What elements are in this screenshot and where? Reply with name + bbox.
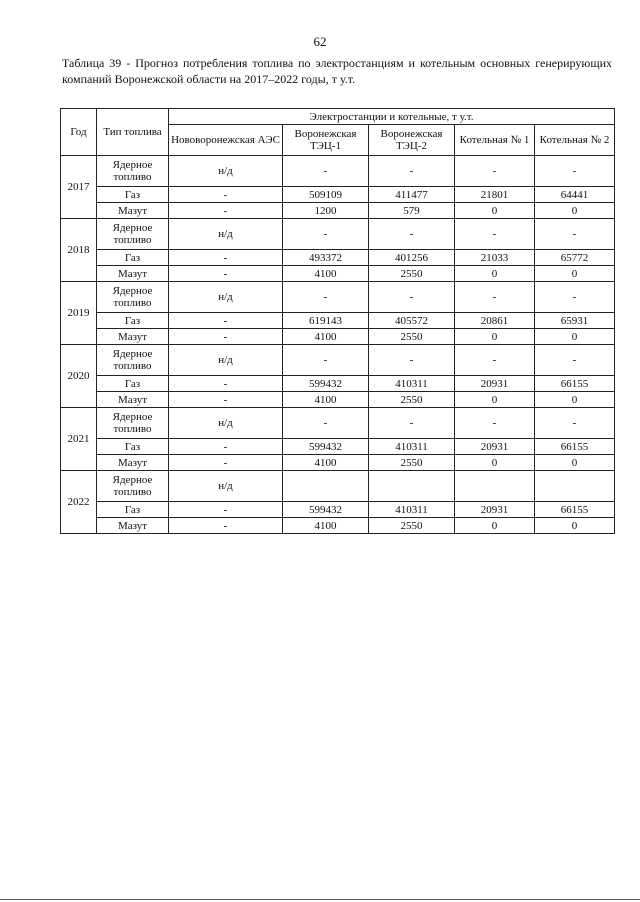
value-cell-boiler-1: 0 [455,266,535,282]
value-cell-boiler-2: - [535,282,615,313]
value-cell-tec-2: 405572 [369,313,455,329]
value-cell-tec-2: 579 [369,203,455,219]
value-cell-boiler-2: 0 [535,455,615,471]
fuel-type-cell-fuel-oil: Мазут [97,518,169,534]
value-cell-novovoronezh-npp: н/д [169,345,283,376]
value-cell-boiler-1: 20931 [455,502,535,518]
value-cell-tec-1: 599432 [283,439,369,455]
value-cell-tec-1: 4100 [283,518,369,534]
value-cell-tec-2: 2550 [369,392,455,408]
value-cell-tec-2: 411477 [369,187,455,203]
value-cell-novovoronezh-npp: - [169,518,283,534]
value-cell-tec-2: - [369,219,455,250]
value-cell-tec-1: - [283,219,369,250]
value-cell-boiler-2 [535,471,615,502]
value-cell-boiler-1: 0 [455,455,535,471]
value-cell-novovoronezh-npp: - [169,455,283,471]
value-cell-novovoronezh-npp: - [169,313,283,329]
value-cell-boiler-2: - [535,408,615,439]
header-plant-boiler-1: Котельная № 1 [455,125,535,156]
value-cell-boiler-2: 65772 [535,250,615,266]
value-cell-novovoronezh-npp: - [169,187,283,203]
fuel-type-cell-nuclear: Ядерное топливо [97,282,169,313]
value-cell-novovoronezh-npp: - [169,250,283,266]
table-row [61,219,615,250]
value-cell-tec-2: 410311 [369,376,455,392]
value-cell-novovoronezh-npp: - [169,329,283,345]
header-year: Год [61,109,97,156]
table-row [61,376,615,392]
value-cell-tec-1: 619143 [283,313,369,329]
value-cell-novovoronezh-npp: - [169,376,283,392]
value-cell-boiler-2: 64441 [535,187,615,203]
value-cell-boiler-1: - [455,408,535,439]
fuel-type-cell-fuel-oil: Мазут [97,266,169,282]
value-cell-boiler-1: 0 [455,203,535,219]
value-cell-boiler-1: 0 [455,518,535,534]
table-row [61,329,615,345]
value-cell-tec-1 [283,471,369,502]
table-row [61,345,615,376]
table-body [61,156,615,534]
fuel-type-cell-nuclear: Ядерное топливо [97,219,169,250]
table-caption: Таблица 39 - Прогноз потребления топлива по электростанциям и котельным основных генерирующих компаний Воронежской области на 2017–2022 годы, т у.т. [62,56,612,86]
value-cell-tec-1: 599432 [283,376,369,392]
value-cell-boiler-1: 20861 [455,313,535,329]
value-cell-tec-1: - [283,156,369,187]
table-row [61,471,615,502]
value-cell-tec-1: 493372 [283,250,369,266]
value-cell-boiler-1: - [455,219,535,250]
table-row [61,408,615,439]
fuel-type-cell-fuel-oil: Мазут [97,203,169,219]
fuel-type-cell-fuel-oil: Мазут [97,329,169,345]
value-cell-tec-2: 2550 [369,518,455,534]
value-cell-boiler-1: - [455,156,535,187]
value-cell-boiler-1: 21801 [455,187,535,203]
year-cell: 2017 [61,156,97,219]
fuel-type-cell-fuel-oil: Мазут [97,455,169,471]
fuel-type-cell-gas: Газ [97,439,169,455]
fuel-type-cell-fuel-oil: Мазут [97,392,169,408]
fuel-type-cell-nuclear: Ядерное топливо [97,345,169,376]
year-cell: 2021 [61,408,97,471]
value-cell-tec-1: - [283,408,369,439]
value-cell-boiler-2: 66155 [535,502,615,518]
value-cell-tec-1: 4100 [283,266,369,282]
value-cell-boiler-1: 0 [455,392,535,408]
value-cell-tec-1: 4100 [283,455,369,471]
table-row [61,282,615,313]
table-row [61,439,615,455]
table-row [61,187,615,203]
value-cell-novovoronezh-npp: н/д [169,219,283,250]
value-cell-tec-1: 4100 [283,329,369,345]
header-plant-novovoronezh-npp: Нововоронежская АЭС [169,125,283,156]
value-cell-boiler-1: 21033 [455,250,535,266]
value-cell-boiler-1: - [455,345,535,376]
value-cell-boiler-2: 0 [535,266,615,282]
value-cell-novovoronezh-npp: н/д [169,156,283,187]
table-row [61,392,615,408]
table-row [61,518,615,534]
value-cell-tec-2: - [369,345,455,376]
fuel-type-cell-gas: Газ [97,502,169,518]
value-cell-boiler-1: 20931 [455,439,535,455]
value-cell-tec-2: 2550 [369,455,455,471]
value-cell-boiler-1 [455,471,535,502]
value-cell-tec-2: 2550 [369,329,455,345]
table-row [61,250,615,266]
page-number: 62 [313,34,327,49]
table-row [61,266,615,282]
value-cell-novovoronezh-npp: - [169,502,283,518]
value-cell-novovoronezh-npp: н/д [169,471,283,502]
year-cell: 2018 [61,219,97,282]
fuel-type-cell-nuclear: Ядерное топливо [97,408,169,439]
value-cell-tec-1: 509109 [283,187,369,203]
value-cell-tec-1: 1200 [283,203,369,219]
table-row [61,203,615,219]
value-cell-tec-2: - [369,282,455,313]
value-cell-novovoronezh-npp: - [169,203,283,219]
table-row [61,502,615,518]
value-cell-boiler-2: 0 [535,203,615,219]
scan-edge-line [0,899,640,900]
value-cell-boiler-2: 66155 [535,439,615,455]
value-cell-boiler-2: 0 [535,518,615,534]
value-cell-tec-2: 401256 [369,250,455,266]
value-cell-boiler-2: 65931 [535,313,615,329]
value-cell-novovoronezh-npp: - [169,392,283,408]
value-cell-boiler-1: 20931 [455,376,535,392]
value-cell-boiler-2: 0 [535,329,615,345]
header-plant-tec-1: Воронежская ТЭЦ-1 [283,125,369,156]
fuel-type-cell-nuclear: Ядерное топливо [97,156,169,187]
value-cell-novovoronezh-npp: - [169,439,283,455]
header-plant-tec-2: Воронежская ТЭЦ-2 [369,125,455,156]
value-cell-tec-1: - [283,345,369,376]
fuel-type-cell-gas: Газ [97,250,169,266]
value-cell-boiler-2: - [535,219,615,250]
fuel-type-cell-gas: Газ [97,313,169,329]
fuel-type-cell-gas: Газ [97,376,169,392]
value-cell-boiler-2: - [535,345,615,376]
table-row [61,156,615,187]
fuel-consumption-table [60,108,615,534]
value-cell-boiler-1: 0 [455,329,535,345]
value-cell-boiler-2: 0 [535,392,615,408]
value-cell-tec-2: 410311 [369,439,455,455]
year-cell: 2019 [61,282,97,345]
header-plant-boiler-2: Котельная № 2 [535,125,615,156]
value-cell-tec-2: 2550 [369,266,455,282]
value-cell-boiler-2: - [535,156,615,187]
table-row [61,313,615,329]
value-cell-tec-2 [369,471,455,502]
value-cell-tec-2: - [369,408,455,439]
header-fuel-type: Тип топлива [97,109,169,156]
table-row [61,455,615,471]
header-plants-group: Электростанции и котельные, т у.т. [169,109,615,125]
value-cell-boiler-2: 66155 [535,376,615,392]
year-cell: 2020 [61,345,97,408]
value-cell-novovoronezh-npp: н/д [169,408,283,439]
value-cell-novovoronezh-npp: - [169,266,283,282]
fuel-type-cell-gas: Газ [97,187,169,203]
value-cell-tec-2: 410311 [369,502,455,518]
value-cell-tec-1: 599432 [283,502,369,518]
value-cell-tec-2: - [369,156,455,187]
value-cell-novovoronezh-npp: н/д [169,282,283,313]
value-cell-tec-1: - [283,282,369,313]
value-cell-tec-1: 4100 [283,392,369,408]
fuel-type-cell-nuclear: Ядерное топливо [97,471,169,502]
header-row-top [61,109,615,125]
year-cell: 2022 [61,471,97,534]
value-cell-boiler-1: - [455,282,535,313]
